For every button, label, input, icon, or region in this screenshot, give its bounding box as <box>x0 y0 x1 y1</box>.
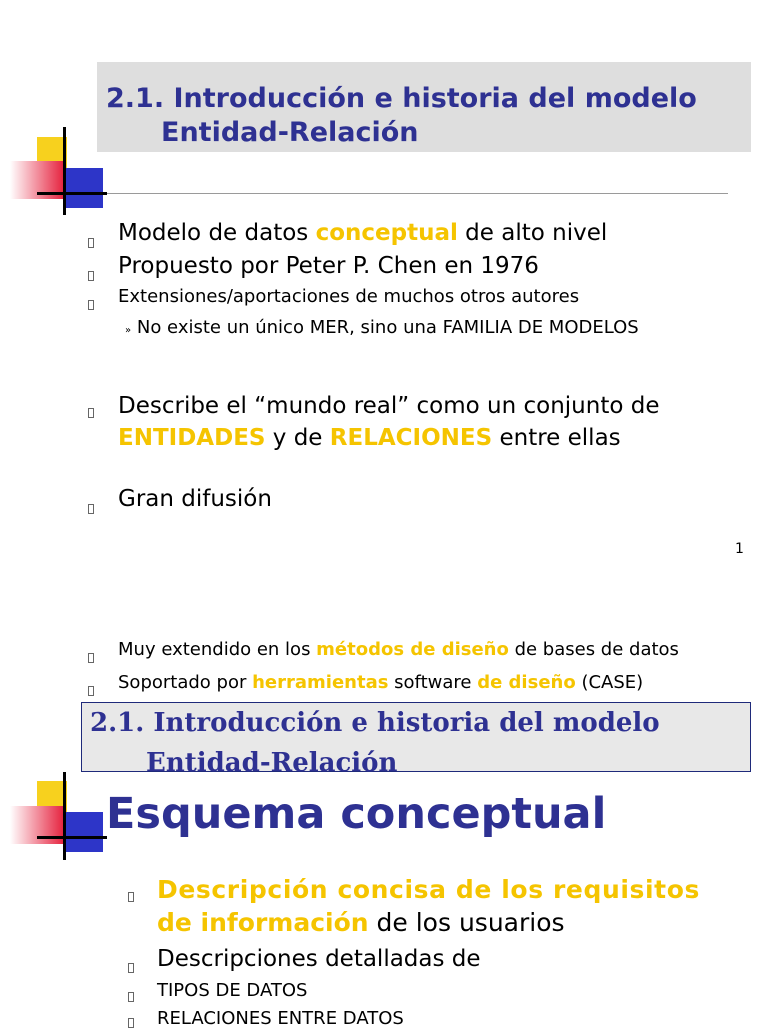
bullet-marker <box>128 892 134 902</box>
highlight-text: de información <box>157 908 369 937</box>
bullet-concise-description <box>157 873 700 939</box>
highlight-text: RELACIONES <box>329 425 493 451</box>
slide1-title-line1: 2.1. Introducción e historia del modelo <box>106 83 697 114</box>
bullet-diffusion: Gran difusión <box>118 486 272 512</box>
bullet-marker <box>128 963 134 973</box>
bullet-conceptual-model <box>118 220 607 246</box>
bullet-text: (CASE) <box>575 672 644 693</box>
slide2-title-line2: Entidad-Relación <box>146 748 398 778</box>
bullet-marker <box>88 653 94 663</box>
bullet-marker <box>88 504 94 514</box>
bullet-marker <box>88 408 94 418</box>
logo-vertical-line <box>63 772 66 860</box>
highlight-text: de diseño <box>477 672 576 693</box>
slide2-title-line1: 2.1. Introducción e historia del modelo <box>90 708 660 738</box>
slide1-logo <box>0 0 120 230</box>
slide1-title-rule <box>107 193 728 194</box>
bullet-chen: Propuesto por Peter P. Chen en 1976 <box>118 253 539 279</box>
logo-horizontal-line <box>37 192 107 195</box>
bullet-text: de bases de datos <box>508 639 679 660</box>
highlight-text: conceptual <box>315 220 458 246</box>
bullet-detailed-descriptions: Descripciones detalladas de <box>157 946 481 972</box>
slide2-title <box>90 703 660 783</box>
schema-heading: Esquema conceptual <box>106 789 607 839</box>
bullet-marker <box>88 686 94 696</box>
slide1-title <box>106 82 697 150</box>
highlight-text: herramientas <box>252 672 389 693</box>
bullet-case-tools <box>118 672 643 693</box>
highlight-text: métodos de diseño <box>316 639 509 660</box>
logo-horizontal-line <box>37 836 107 839</box>
bullet-data-types: TIPOS DE DATOS <box>157 980 308 1001</box>
page-number: 1 <box>735 541 744 557</box>
sub-bullet-marker: » <box>125 325 132 336</box>
bullet-text: de los usuarios <box>368 908 565 937</box>
bullet-text: entre ellas <box>492 425 621 451</box>
bullet-extensions: Extensiones/aportaciones de muchos otros autores <box>118 286 580 307</box>
bullet-text: software <box>388 672 478 693</box>
bullet-marker <box>88 300 94 310</box>
highlight-text: ENTIDADES <box>118 425 266 451</box>
bullet-text: Muy extendido en los <box>118 639 317 660</box>
bullet-text: y de <box>265 425 330 451</box>
logo-blue-block <box>63 812 103 852</box>
bullet-text: Describe el “mundo real” como un conjunto de <box>118 393 660 419</box>
slide1-title-line2: Entidad-Relación <box>161 117 419 148</box>
bullet-marker <box>88 238 94 248</box>
bullet-marker <box>128 1018 134 1028</box>
bullet-text: de alto nivel <box>457 220 608 246</box>
bullet-marker <box>128 992 134 1002</box>
bullet-real-world <box>118 390 659 454</box>
bullet-text: Modelo de datos <box>118 220 316 246</box>
bullet-marker <box>88 271 94 281</box>
bullet-text: Soportado por <box>118 672 253 693</box>
logo-blue-block <box>63 168 103 208</box>
sub-bullet-text: No existe un único MER, sino una FAMILIA DE MODELOS <box>136 317 639 338</box>
logo-vertical-line <box>63 127 66 215</box>
highlight-text: Descripción concisa de los requisitos <box>157 875 700 904</box>
bullet-data-relations: RELACIONES ENTRE DATOS <box>157 1008 404 1029</box>
bullet-design-methods <box>118 639 679 660</box>
sub-bullet-family <box>125 317 639 338</box>
slide2-logo <box>0 760 120 870</box>
